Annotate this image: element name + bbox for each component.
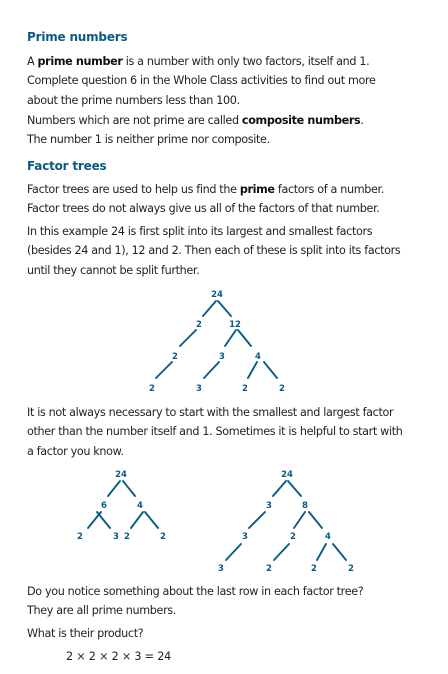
tree-branch <box>226 544 241 560</box>
text-span: It is not always necessary to start with the smallest and largest factor <box>27 406 394 419</box>
tree-1-node: 2 <box>196 320 202 330</box>
tree-branch <box>317 544 326 560</box>
tree-2-leaf: 2 <box>160 532 166 542</box>
tree-3-leaf: 2 <box>311 564 317 574</box>
paragraph-product-question: What is their product? <box>27 627 144 640</box>
text-span: about the prime numbers less than 100. <box>27 93 240 107</box>
tree-3-node: 8 <box>302 501 308 511</box>
tree-branch <box>274 544 289 560</box>
tree-1-leaf: 2 <box>242 384 248 394</box>
tree-2-leaf: 2 <box>124 532 130 542</box>
tree-1-leaf: 3 <box>196 384 202 394</box>
tree-3-leaf: 3 <box>218 564 224 574</box>
bold-term-composite-numbers: composite numbers <box>241 114 361 127</box>
tree-branch <box>288 481 301 496</box>
text-span: a factor you know. <box>27 444 124 458</box>
text-span: . <box>360 114 364 127</box>
tree-2-leaf: 3 <box>113 532 119 542</box>
tree-3-node: 2 <box>290 532 296 542</box>
tree-1-node: 2 <box>172 352 178 362</box>
tree-2-leaf: 2 <box>77 532 83 542</box>
bold-term-prime-number: prime number <box>37 55 123 68</box>
tree-1-node: 4 <box>255 352 261 362</box>
tree-3-leaf: 2 <box>266 564 272 574</box>
text-span: until they cannot be split further. <box>27 263 200 277</box>
tree-1-leaf: 2 <box>149 384 155 394</box>
tree-2-node: 4 <box>137 501 143 511</box>
tree-3-node: 4 <box>325 532 331 542</box>
tree-3-lines <box>226 481 346 560</box>
text-span: Do you notice something about the last row in each factor tree? <box>27 585 364 598</box>
text-span: Complete question 6 in the Whole Class activities to find out more <box>27 74 376 88</box>
heading-prime-numbers: Prime numbers <box>27 30 128 44</box>
tree-1-node: 3 <box>219 352 225 362</box>
tree-3-node: 3 <box>266 501 272 511</box>
tree-branch <box>309 512 322 528</box>
text-span: Factor trees do not always give us all of the factors of that number. <box>27 202 380 216</box>
text-span: (besides 24 and 1), 12 and 2. Then each of these is split into its factors <box>27 244 401 258</box>
tree-3-node: 3 <box>242 532 248 542</box>
text-span: Numbers which are not prime are called <box>27 114 242 127</box>
tree-2-node: 6 <box>101 501 107 511</box>
tree-branch <box>333 544 346 560</box>
text-span: They are all prime numbers. <box>27 604 177 618</box>
tree-branch <box>273 481 286 496</box>
tree-branch <box>249 512 265 528</box>
tree-3-leaf: 2 <box>348 564 354 574</box>
text-span: is a number with only two factors, itself and 1. <box>122 55 370 68</box>
tree-3-root: 24 <box>281 470 293 480</box>
tree-2-root: 24 <box>115 470 127 480</box>
product-equation: 2 × 2 × 2 × 3 = 24 <box>66 650 172 663</box>
tree-1-node: 12 <box>229 320 241 330</box>
text-span: In this example 24 is first split into its largest and smallest factors <box>27 225 373 238</box>
tree-1-leaf: 2 <box>279 384 285 394</box>
text-span: Factor trees are used to help us find the <box>27 183 240 196</box>
text-span: other than the number itself and 1. Sometimes it is helpful to start with <box>27 425 403 439</box>
text-span: The number 1 is neither prime nor composite. <box>27 133 270 147</box>
text-span: A <box>27 55 38 68</box>
heading-factor-trees: Factor trees <box>27 159 107 173</box>
bold-term-prime: prime <box>239 183 275 196</box>
tree-branch <box>294 512 305 528</box>
text-span: factors of a number. <box>274 183 384 196</box>
paragraph-last-row-question <box>27 582 427 621</box>
tree-1-root: 24 <box>211 290 223 300</box>
